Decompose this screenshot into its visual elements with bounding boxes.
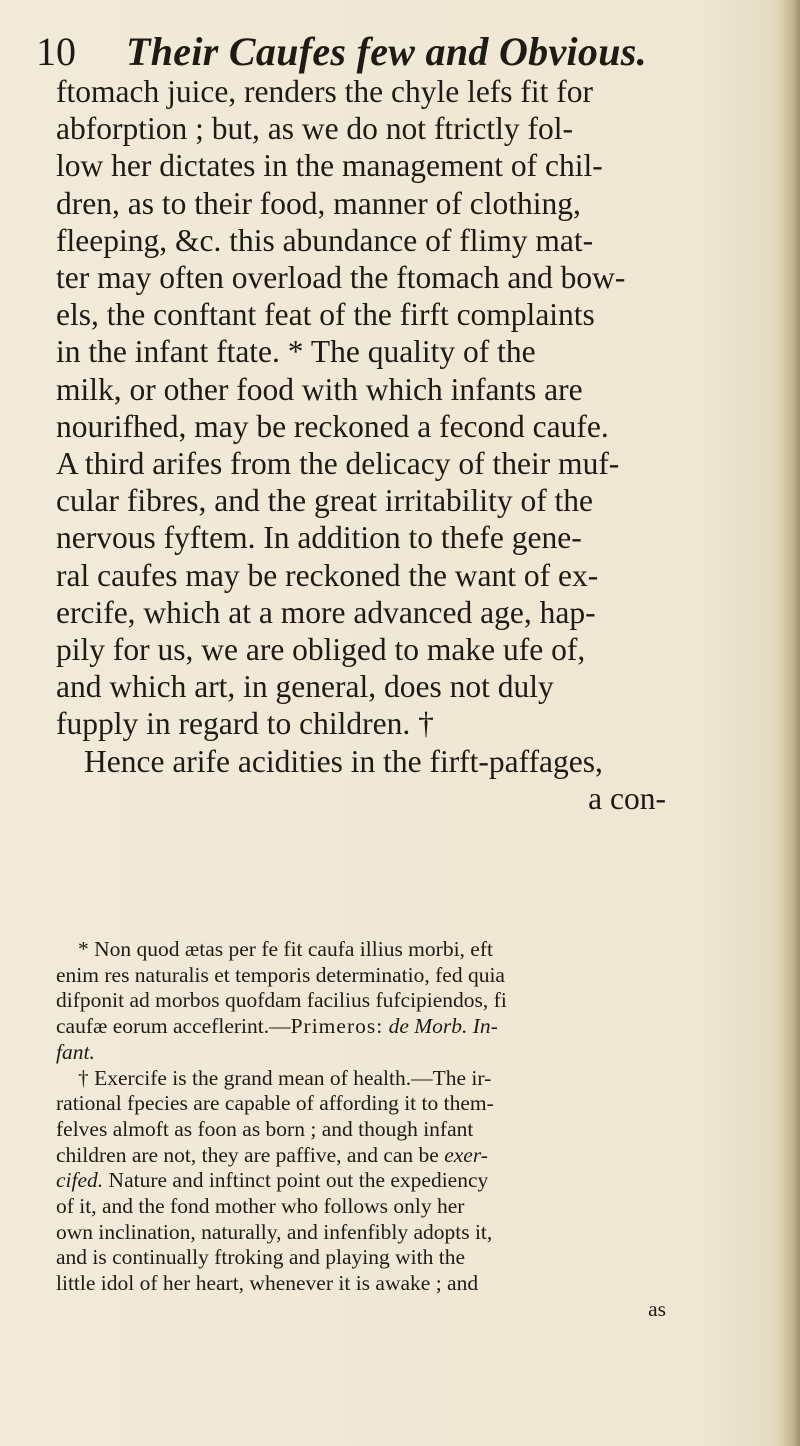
text-line: ral caufes may be reckoned the want of ex- [56,557,599,593]
page-number: 10 [36,29,76,74]
footnotes [56,937,736,1323]
text-line: els, the conftant feat of the firft complaints [56,297,595,333]
text-line: and which art, in general, does not duly [56,669,554,705]
footnote-line: rational fpecies are capable of affording it to them- [56,1091,494,1116]
text-line: nourifhed, may be reckoned a fecond caufe. [56,408,609,444]
text-line: abforption ; but, as we do not ftrictly fol- [56,111,574,147]
footnote-line: enim res naturalis et temporis determinatio, fed quia [56,962,505,987]
page-edge-shadow [778,0,800,1446]
footnote-line: difponit ad morbos quofdam facilius fufcipiendos, fi [56,988,507,1013]
footnote-line [56,1168,736,1194]
text-line: cular fibres, and the great irritability of the [56,483,594,519]
text-line: Hence arife acidities in the firft-paffages, [84,743,603,779]
footnote-text: Nature and inftinct point out the expediency [108,1168,489,1193]
text-line: low her dictates in the management of chil- [56,148,603,184]
footnote-line [56,1143,736,1169]
main-text [56,73,726,817]
text-line: dren, as to their food, manner of clothing, [56,185,581,221]
footnote-text: children are not, they are paffive, and can be [56,1142,439,1167]
footnote-line: own inclination, naturally, and infenfibly adopts it, [56,1219,493,1244]
text-line: in the infant ftate. * The quality of the [56,334,536,370]
footnote-italic: exer- [444,1142,488,1167]
text-line: ercife, which at a more advanced age, hap- [56,594,596,630]
footnote-line: of it, and the fond mother who follows only her [56,1194,465,1219]
text-line: ftomach juice, renders the chyle lefs fit for [56,74,594,109]
footnote-line: felves almoft as foon as born ; and though infant [56,1116,474,1141]
footnote-line: † Exercife is the grand mean of health.—The ir- [78,1065,492,1090]
page-header [36,26,756,78]
catchword: a con- [588,780,666,816]
footnote-line: little idol of her heart, whenever it is awake ; and [56,1271,479,1296]
text-line: fleeping, &c. this abundance of flimy mat- [56,222,594,258]
footnote-catchword: as [648,1296,666,1321]
footnote-line: * Non quod ætas per fe fit caufa illius morbi, eft [78,937,493,961]
footnote-author: Primeros: [290,1014,384,1039]
running-head: Their Caufes few and Obvious. [126,29,647,74]
text-line: fupply in regard to children. † [56,706,434,742]
footnote-line: and is continually ftroking and playing with the [56,1245,466,1270]
footnote-italic: cifed. [56,1168,104,1193]
footnote-line [56,1014,736,1040]
footnote-title: de Morb. In- [388,1014,498,1039]
text-line: nervous fyftem. In addition to thefe gene- [56,520,582,556]
text-line: A third arifes from the delicacy of their muf- [56,446,620,482]
footnote-text: caufæ eorum acceflerint.— [56,1014,291,1039]
text-line: milk, or other food with which infants are [56,371,583,407]
text-line: ter may often overload the ftomach and bow- [56,260,626,296]
text-line: pily for us, we are obliged to make ufe of, [56,632,586,668]
footnote-line: fant. [56,1039,95,1064]
